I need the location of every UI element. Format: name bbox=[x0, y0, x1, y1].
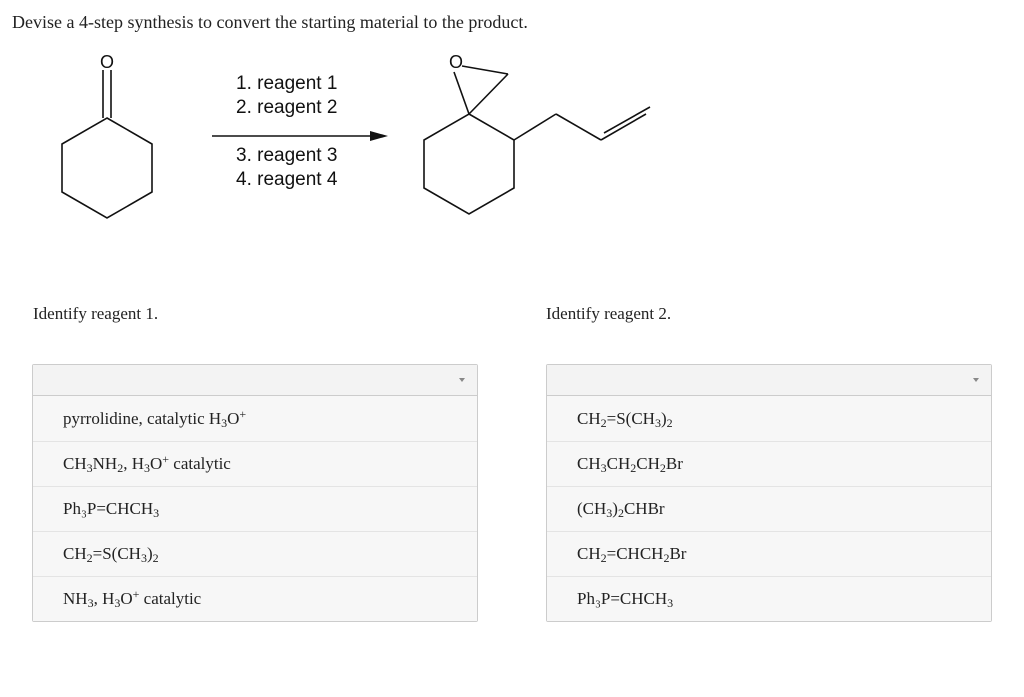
option-text bbox=[577, 544, 686, 564]
subscript: 2 bbox=[659, 461, 666, 475]
subscript: 2 bbox=[663, 551, 670, 565]
option-text-part: CH bbox=[577, 544, 601, 563]
reaction-arrow bbox=[212, 131, 388, 141]
option-text-part: ) bbox=[612, 499, 618, 518]
option-text-part: =S(CH bbox=[606, 408, 655, 428]
option-text-part: CH bbox=[636, 454, 660, 473]
subscript: 2 bbox=[630, 461, 637, 475]
product-oxygen: O bbox=[448, 52, 464, 72]
option-text-part: O bbox=[120, 589, 133, 608]
option-text-part: (CH bbox=[577, 499, 607, 518]
reagent-1-option-list bbox=[33, 396, 477, 621]
reagent-1-dropdown[interactable] bbox=[32, 364, 478, 622]
subscript: 2 bbox=[117, 461, 124, 475]
reagent-line-2: 2. reagent 2 bbox=[236, 97, 338, 118]
caret-down-icon bbox=[973, 378, 979, 382]
option-text bbox=[63, 589, 201, 609]
option-text-part: =CHCH bbox=[606, 544, 664, 563]
option-text-part: CH bbox=[63, 544, 87, 563]
reagent-2-option[interactable] bbox=[547, 441, 991, 486]
subscript: 2 bbox=[666, 415, 673, 430]
subscript: 3 bbox=[143, 461, 150, 475]
reagent-1-option[interactable] bbox=[33, 396, 477, 441]
option-text-part: Br bbox=[665, 454, 683, 473]
subscript: 3 bbox=[86, 461, 93, 475]
reagent-2-option[interactable] bbox=[547, 486, 991, 531]
reagent-2-dropdown[interactable] bbox=[546, 364, 992, 622]
caret-down-icon bbox=[459, 378, 465, 382]
reagent-1-option[interactable] bbox=[33, 531, 477, 576]
option-text bbox=[577, 409, 673, 429]
option-text-part: CHBr bbox=[623, 499, 665, 518]
subscript: 2 bbox=[600, 551, 607, 565]
option-text-part: CH bbox=[577, 454, 601, 473]
subscript: 2 bbox=[600, 415, 607, 430]
option-text bbox=[577, 499, 665, 519]
option-text-part: O bbox=[227, 408, 240, 428]
subscript: 3 bbox=[600, 461, 607, 475]
option-text-part: catalytic bbox=[169, 454, 231, 473]
option-text-part: pyrrolidine, catalytic H bbox=[63, 408, 222, 428]
option-text bbox=[63, 544, 159, 564]
option-text-part: =S(CH bbox=[92, 544, 141, 563]
option-text-part: O bbox=[149, 454, 163, 473]
option-text-part: NH bbox=[63, 589, 88, 608]
reagent-1-option[interactable] bbox=[33, 576, 477, 621]
subscript: 3 bbox=[606, 506, 613, 520]
reagent-line-1: 1. reagent 1 bbox=[236, 73, 338, 94]
reagent-1-option[interactable] bbox=[33, 486, 477, 531]
reagent-1-dropdown-toggle[interactable] bbox=[33, 365, 477, 396]
option-text-part: catalytic bbox=[139, 589, 202, 608]
subscript: 2 bbox=[152, 551, 159, 565]
reaction-scheme bbox=[0, 40, 1024, 240]
reagent-lines-bottom bbox=[236, 144, 337, 192]
reagent-2-option[interactable] bbox=[547, 576, 991, 621]
reagent-lines-top bbox=[236, 72, 337, 120]
subscript: 3 bbox=[654, 415, 661, 430]
starting-material-oxygen: O bbox=[99, 52, 115, 72]
subscript: 3 bbox=[667, 596, 674, 610]
reagent-1-option[interactable] bbox=[33, 441, 477, 486]
question-prompt: Devise a 4-step synthesis to convert the starting material to the product. bbox=[12, 12, 528, 32]
option-text-part: Ph₃P=CHCH bbox=[577, 589, 668, 608]
reagent-2-option[interactable] bbox=[547, 531, 991, 576]
reagent-line-3: 3. reagent 3 bbox=[236, 145, 338, 166]
option-text-part: CH bbox=[606, 454, 631, 473]
option-text-part: ) bbox=[660, 408, 667, 428]
reagent-2-option[interactable] bbox=[547, 396, 991, 441]
subscript: 3 bbox=[114, 596, 121, 610]
subscript: 3 bbox=[221, 415, 228, 430]
subscript: 3 bbox=[140, 551, 147, 565]
subscript: 3 bbox=[153, 506, 160, 520]
subscript: 2 bbox=[86, 551, 93, 565]
option-text-part: NH bbox=[92, 454, 118, 473]
option-text bbox=[63, 454, 231, 474]
subscript: 3 bbox=[87, 596, 94, 610]
question-1-label: Identify reagent 1. bbox=[33, 304, 159, 323]
starting-material-structure bbox=[62, 70, 152, 218]
reagent-2-dropdown-toggle[interactable] bbox=[547, 365, 991, 396]
option-text bbox=[63, 406, 247, 430]
option-text-part: CH bbox=[577, 408, 601, 428]
option-text bbox=[63, 499, 159, 519]
option-text bbox=[577, 454, 683, 474]
superscript: + bbox=[132, 587, 140, 601]
option-text-part: , H bbox=[123, 454, 144, 473]
superscript: + bbox=[162, 452, 170, 466]
superscript: + bbox=[239, 406, 247, 421]
subscript: 2 bbox=[617, 506, 624, 520]
option-text bbox=[577, 589, 673, 609]
option-text-part: CH bbox=[63, 454, 87, 473]
reagent-line-4: 4. reagent 4 bbox=[236, 169, 338, 190]
option-text-part: Ph₃P=CHCH bbox=[63, 499, 154, 518]
option-text-part: , H bbox=[93, 589, 115, 608]
product-structure bbox=[424, 66, 650, 214]
option-text-part: ) bbox=[146, 544, 153, 563]
option-text-part: Br bbox=[669, 544, 687, 563]
question-2-label: Identify reagent 2. bbox=[546, 304, 672, 323]
reagent-2-option-list bbox=[547, 396, 991, 621]
